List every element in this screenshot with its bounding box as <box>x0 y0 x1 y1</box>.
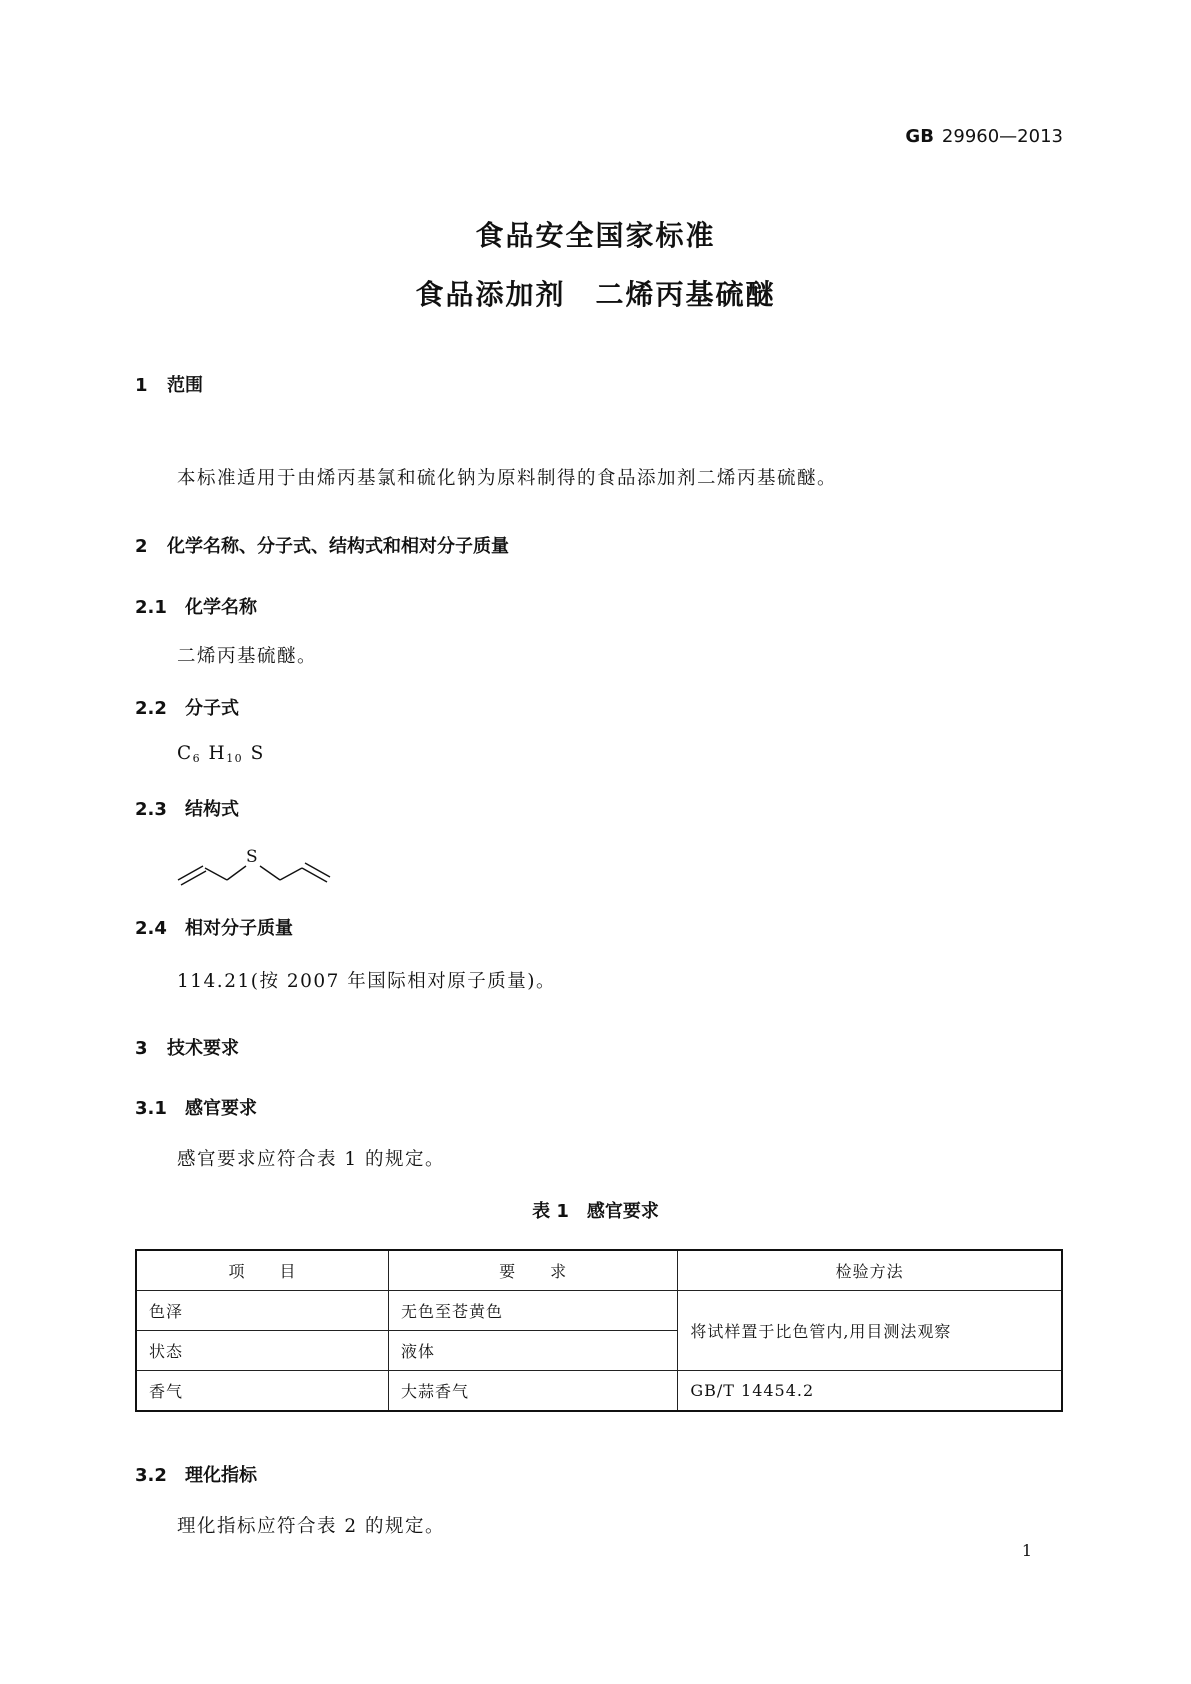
table-header-row <box>136 1250 1062 1291</box>
section-1-text: 本标准适用于由烯丙基氯和硫化钠为原料制得的食品添加剂二烯丙基硫醚。 <box>177 468 838 489</box>
section-title: 分子式 <box>185 698 239 719</box>
table-1-caption: 表 1 感官要求 <box>532 1201 659 1222</box>
bond-double-left-b <box>181 871 206 885</box>
formula-element: H <box>208 743 227 764</box>
section-3-2-heading <box>135 1461 257 1487</box>
section-title: 化学名称 <box>185 597 257 618</box>
page-number: 1 <box>1021 1541 1032 1560</box>
section-number: 1 <box>135 375 148 396</box>
standard-prefix: GB <box>905 126 934 147</box>
section-number: 2.1 <box>135 597 167 618</box>
section-title: 结构式 <box>185 799 239 820</box>
formula-element: C <box>177 743 193 764</box>
table-header-cell: 检验方法 <box>678 1250 1062 1291</box>
table-row <box>136 1371 1062 1412</box>
title-line-2: 食品添加剂 二烯丙基硫醚 <box>415 278 776 311</box>
section-title: 相对分子质量 <box>185 918 293 939</box>
section-number: 2.3 <box>135 799 167 820</box>
bond <box>260 866 280 880</box>
section-number: 2 <box>135 536 148 557</box>
table-cell-requirement: 大蒜香气 <box>388 1371 677 1412</box>
bond-double-left-a <box>178 866 203 880</box>
section-2-2-heading <box>135 694 239 720</box>
section-2-4-text: 114.21(按 2007 年国际相对原子质量)。 <box>177 971 557 992</box>
section-2-1-heading <box>135 593 257 619</box>
section-2-heading <box>135 532 509 558</box>
standard-code: 29960—2013 <box>941 126 1063 147</box>
table-header-cell: 要 求 <box>388 1250 677 1291</box>
section-title: 化学名称、分子式、结构式和相对分子质量 <box>167 536 509 557</box>
title-line-1: 食品安全国家标准 <box>475 219 716 252</box>
table-cell-method: GB/T 14454.2 <box>678 1371 1062 1412</box>
bond <box>227 866 246 880</box>
section-3-heading <box>135 1034 239 1060</box>
formula-element: S <box>250 743 265 764</box>
structural-formula <box>170 848 340 890</box>
section-number: 3.1 <box>135 1098 167 1119</box>
section-3-2-text: 理化指标应符合表 2 的规定。 <box>177 1516 446 1537</box>
section-number: 2.4 <box>135 918 167 939</box>
section-2-3-heading <box>135 795 239 821</box>
formula-subscript: 6 <box>192 752 202 765</box>
table-cell-item: 状态 <box>136 1331 388 1371</box>
table-row <box>136 1291 1062 1331</box>
section-title: 范围 <box>167 375 203 396</box>
bond <box>280 868 302 880</box>
section-title: 理化指标 <box>185 1465 257 1486</box>
bond <box>205 868 227 880</box>
table-1 <box>135 1249 1063 1412</box>
section-2-4-heading <box>135 914 293 940</box>
sulfur-atom-label: S <box>246 848 258 867</box>
section-number: 2.2 <box>135 698 167 719</box>
table-cell-item: 色泽 <box>136 1291 388 1331</box>
standard-number <box>905 126 1063 147</box>
section-2-1-text: 二烯丙基硫醚。 <box>177 646 318 667</box>
section-1-heading <box>135 371 203 397</box>
table-cell-method-merged: 将试样置于比色管内,用目测法观察 <box>678 1291 1062 1371</box>
section-3-1-text: 感官要求应符合表 1 的规定。 <box>177 1149 446 1170</box>
molecular-formula <box>177 743 265 765</box>
table-cell-requirement: 无色至苍黄色 <box>388 1291 677 1331</box>
section-3-1-heading <box>135 1094 257 1120</box>
table-header-cell: 项 目 <box>136 1250 388 1291</box>
section-title: 技术要求 <box>167 1038 239 1059</box>
section-title: 感官要求 <box>185 1098 257 1119</box>
formula-subscript: 10 <box>226 752 244 765</box>
bond-double-right-a <box>302 868 327 882</box>
bond-double-right-b <box>305 863 330 877</box>
table-cell-requirement: 液体 <box>388 1331 677 1371</box>
section-number: 3 <box>135 1038 148 1059</box>
table-cell-item: 香气 <box>136 1371 388 1412</box>
section-number: 3.2 <box>135 1465 167 1486</box>
